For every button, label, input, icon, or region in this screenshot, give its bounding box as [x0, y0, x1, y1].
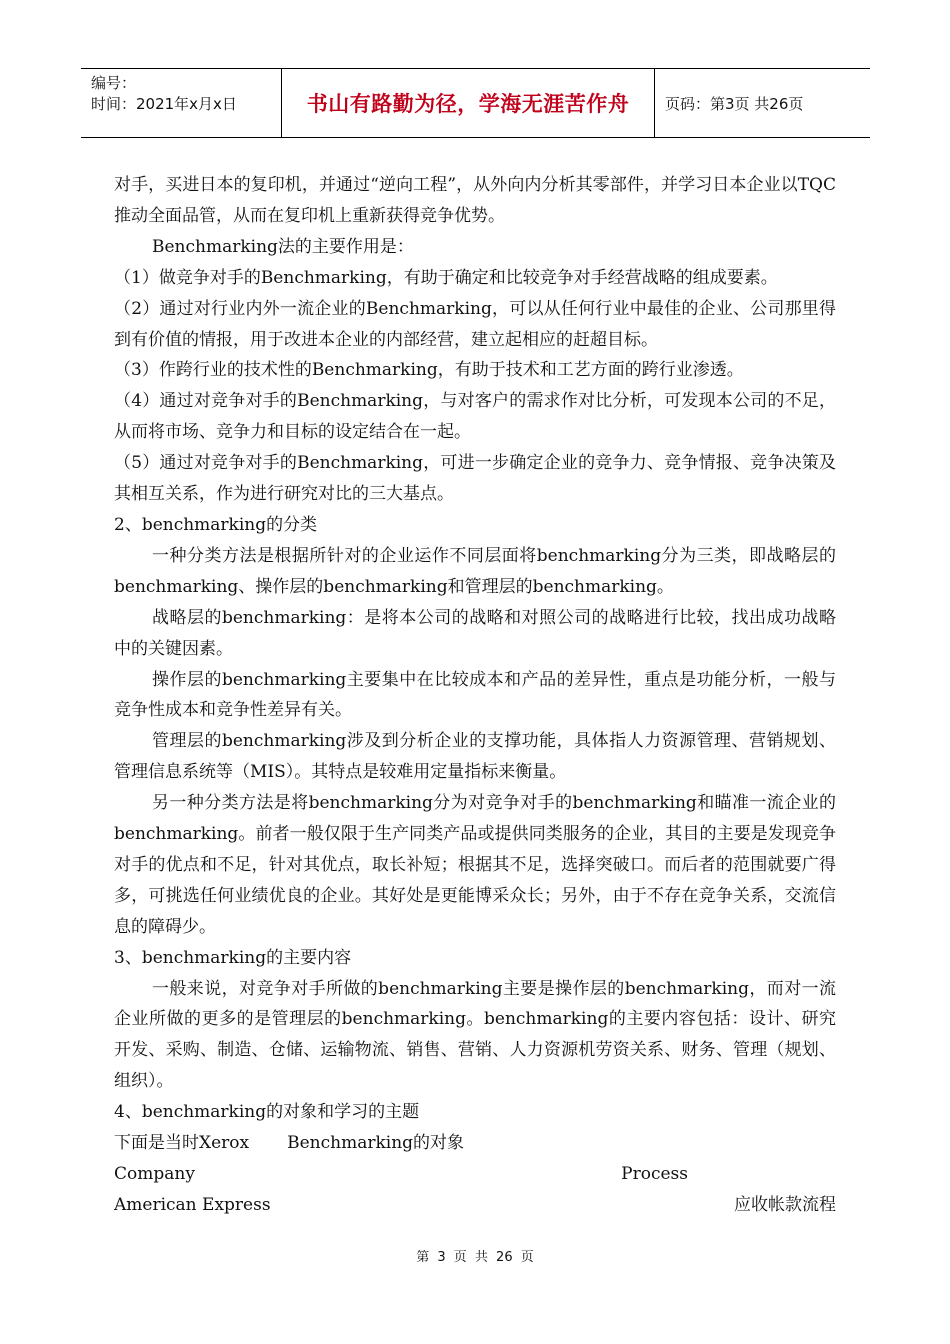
list-item-1: （1）做竞争对手的Benchmarking，有助于确定和比较竞争对手经营战略的组成要素。: [114, 267, 778, 288]
xerox-suffix: Benchmarking的对象: [287, 1133, 465, 1154]
xerox-line: [114, 1128, 836, 1159]
paragraph-classification: 一种分类方法是根据所针对的企业运作不同层面将benchmarking分为三类，即战略层的benchmarking、操作层的benchmarking和管理层的benchmarking。: [114, 545, 836, 597]
table-row: [114, 1190, 836, 1221]
paragraph-management-level: 管理层的benchmarking涉及到分析企业的支撑功能，具体指人力资源管理、营销规划、管理信息系统等（MIS）。其特点是较难用定量指标来衡量。: [114, 731, 836, 783]
column-header-process: Process: [621, 1164, 688, 1184]
header-date-label: 时间：2021年x月x日: [91, 95, 237, 113]
paragraph-operational-level: 操作层的benchmarking主要集中在比较成本和产品的差异性，重点是功能分析，一般与竞争性成本和竞争性差异有关。: [114, 669, 836, 721]
paragraph-alt-classification: 另一种分类方法是将benchmarking分为对竞争对手的benchmarking和瞄准一流企业的benchmarking。前者一般仅限于生产同类产品或提供同类服务的企业，其目的主要是发现竞争对手的优点和不足，针对其优点，取长补短；根据其不足，选择突破口。而后者的范围就要广得多，可挑选任何业绩优良的企业。其好处是更能博采众长；另外，由于不存在竞争关系，交流信息的障碍少。: [114, 793, 836, 937]
paragraph-intro: 对手，买进日本的复印机，并通过“逆向工程”，从外向内分析其零部件，并学习日本企业以TQC推动全面品管，从而在复印机上重新获得竞争优势。: [114, 175, 836, 226]
company-cell: American Express: [114, 1194, 271, 1215]
list-item-4: （4）通过对竞争对手的Benchmarking，与对客户的需求作对比分析，可发现本公司的不足，从而将市场、竞争力和目标的设定结合在一起。: [114, 391, 836, 443]
paragraph-main-content: 一般来说，对竞争对手所做的benchmarking主要是操作层的benchmarking，而对一流企业所做的更多的是管理层的benchmarking。benchmarking的主要内容包括：设计、研究开发、采购、制造、仓储、运输物流、销售、营销、人力资源机劳资关系、财务、管理（规划、组织）。: [114, 978, 836, 1092]
list-item-3: （3）作跨行业的技术性的Benchmarking，有助于技术和工艺方面的跨行业渗透。: [114, 360, 744, 381]
table-header-row: [114, 1159, 836, 1190]
column-header-company: Company: [114, 1164, 195, 1184]
process-cell: 应收帐款流程: [734, 1194, 836, 1215]
list-item-5: （5）通过对竞争对手的Benchmarking，可进一步确定企业的竞争力、竞争情报、竞争决策及其相互关系，作为进行研究对比的三大基点。: [114, 453, 836, 505]
page-header: [81, 68, 870, 138]
header-motto: 书山有路勤为径，学海无涯苦作舟: [282, 69, 655, 137]
document-body: [114, 170, 836, 1221]
section-heading-3: 3、benchmarking的主要内容: [114, 947, 352, 968]
list-item-2: （2）通过对行业内外一流企业的Benchmarking，可以从任何行业中最佳的企业、公司那里得到有价值的情报，用于改进本企业的内部经营，建立起相应的赶超目标。: [114, 298, 836, 350]
header-meta: [81, 69, 282, 137]
header-number-label: 编号：: [91, 74, 137, 92]
paragraph-benchmarking-roles: Benchmarking法的主要作用是：: [152, 236, 414, 257]
section-heading-4: 4、benchmarking的对象和学习的主题: [114, 1102, 420, 1123]
page-footer: 第 3 页 共 26 页: [416, 1250, 534, 1265]
paragraph-strategic-level: 战略层的benchmarking：是将本公司的战略和对照公司的战略进行比较，找出成功战略中的关键因素。: [114, 607, 836, 659]
header-page-info: 页码：第3页 共26页: [665, 94, 804, 113]
xerox-prefix: 下面是当时Xerox: [114, 1133, 250, 1154]
section-heading-2: 2、benchmarking的分类: [114, 514, 318, 535]
